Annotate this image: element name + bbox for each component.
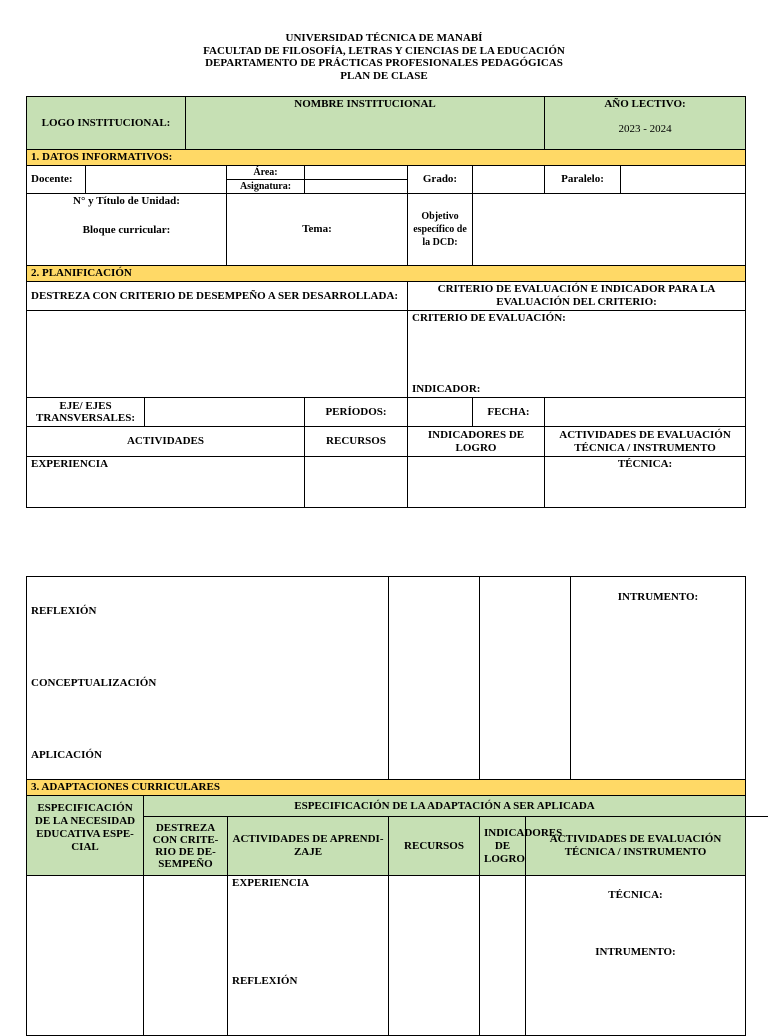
institution-name-cell[interactable]: NOMBRE INSTITUCIONAL (186, 97, 545, 150)
plan-title: PLAN DE CLASE (340, 69, 428, 82)
actividades-header: ACTIVIDADES (27, 427, 305, 457)
paralelo-label: Paralelo: (545, 166, 621, 194)
destreza-label: DESTREZA CON CRITERIO DE DESEMPEÑO A SER DESARROLLADA: (27, 282, 408, 311)
faculty-name: FACULTAD DE FILOSOFÍA, LETRAS Y CIENCIAS DE LA EDUCACIÓN (203, 44, 565, 57)
paralelo-field[interactable] (621, 166, 746, 194)
necesidad-especial-header: ESPECIFICACIÓN DE LA NECESIDAD EDUCATIVA ESPE-CIAL (27, 796, 144, 876)
unidad-bloque-cell[interactable] (27, 194, 227, 266)
indicadores-adaptacion-header: INDICADORES DE LOGRO (480, 817, 526, 876)
asignatura-field[interactable] (305, 180, 408, 194)
fecha-field[interactable] (545, 398, 746, 427)
department-name: DEPARTAMENTO DE PRÁCTICAS PROFESIONALES PEDAGÓGICAS (205, 57, 563, 70)
objetivo-label: Objetivo específico de la DCD: (408, 194, 473, 266)
tema-cell[interactable]: Tema: (227, 194, 408, 266)
adaptacion-header: ESPECIFICACIÓN DE LA ADAPTACIÓN A SER APLICADA (144, 796, 746, 817)
recursos-field-2[interactable] (389, 577, 480, 780)
recursos-adaptacion-field[interactable] (389, 876, 480, 1036)
school-year-cell: AÑO LECTIVO: 2023 - 2024 (545, 97, 746, 150)
experiencia-label-2: EXPERIENCIA (232, 877, 310, 889)
area-label: Área: (227, 166, 305, 180)
area-field[interactable] (305, 166, 408, 180)
document-header (0, 32, 768, 82)
reflexion-label-2: REFLEXIÓN (232, 975, 298, 987)
asignatura-label: Asignatura: (227, 180, 305, 194)
indicadores-logro-header: INDICADORES DE LOGRO (408, 427, 545, 457)
docente-label: Docente: (27, 166, 86, 194)
recursos-header: RECURSOS (305, 427, 408, 457)
criterio-indicador-cell[interactable] (408, 311, 746, 398)
evaluacion-adaptacion-field[interactable] (526, 876, 746, 1036)
destreza-adaptacion-header: DESTREZA CON CRITE-RIO DE DE-SEMPEÑO (144, 817, 228, 876)
grado-field[interactable] (473, 166, 545, 194)
actividades-evaluacion-header: ACTIVIDADES DE EVALUACIÓN TÉCNICA / INSTRUMENTO (545, 427, 746, 457)
periodos-field[interactable] (408, 398, 473, 427)
criterio-header: CRITERIO DE EVALUACIÓN E INDICADOR PARA LA EVALUACIÓN DEL CRITERIO: (408, 282, 746, 311)
school-year-value: 2023 - 2024 (618, 123, 672, 135)
university-name: UNIVERSIDAD TÉCNICA DE MANABÍ (285, 32, 483, 44)
conceptualizacion-label: CONCEPTUALIZACIÓN (31, 677, 157, 689)
reflexion-label: REFLEXIÓN (31, 605, 97, 617)
section-2-title: 2. PLANIFICACIÓN (27, 266, 746, 282)
tecnica-cell[interactable]: TÉCNICA: (545, 457, 746, 508)
bloque-label: Bloque curricular: (82, 224, 171, 236)
recursos-adaptacion-header: RECURSOS (389, 817, 480, 876)
criterio-label: CRITERIO DE EVALUACIÓN: (412, 312, 566, 324)
destreza-adaptacion-field[interactable] (144, 876, 228, 1036)
grado-label: Grado: (408, 166, 473, 194)
lesson-plan-table (26, 96, 746, 508)
section-1-title: 1. DATOS INFORMATIVOS: (27, 150, 746, 166)
ejes-field[interactable] (145, 398, 305, 427)
necesidad-field[interactable] (27, 876, 144, 1036)
actividades-aprendizaje-header: ACTIVIDADES DE APRENDI-ZAJE (228, 817, 389, 876)
section-3-title: 3. ADAPTACIONES CURRICULARES (27, 780, 746, 796)
margin-line (745, 816, 768, 817)
objetivo-field[interactable] (473, 194, 746, 266)
intrumento-label-2: INTRUMENTO: (595, 946, 676, 958)
intrumento-cell[interactable]: INTRUMENTO: (571, 577, 746, 780)
aplicacion-label: APLICACIÓN (31, 749, 102, 761)
docente-field[interactable] (86, 166, 227, 194)
indicadores-field[interactable] (408, 457, 545, 508)
evaluacion-adaptacion-header: ACTIVIDADES DE EVALUACIÓN TÉCNICA / INSTRUMENTO (526, 817, 746, 876)
ejes-label: EJE/ EJES TRANSVERSALES: (27, 398, 145, 427)
indicadores-adaptacion-field[interactable] (480, 876, 526, 1036)
periodos-label: PERÍODOS: (305, 398, 408, 427)
learning-phases-cell[interactable] (27, 577, 389, 780)
experiencia-cell[interactable]: EXPERIENCIA (27, 457, 305, 508)
indicador-label: INDICADOR: (412, 383, 481, 395)
logo-label-cell: LOGO INSTITUCIONAL: (27, 97, 186, 150)
recursos-field[interactable] (305, 457, 408, 508)
unidad-label: N° y Título de Unidad: (73, 195, 180, 207)
actividades-aprendizaje-field[interactable] (228, 876, 389, 1036)
fecha-label: FECHA: (473, 398, 545, 427)
tecnica-label-2: TÉCNICA: (608, 889, 663, 901)
destreza-field[interactable] (27, 311, 408, 398)
lesson-plan-table-continued (26, 576, 746, 1036)
indicadores-field-2[interactable] (480, 577, 571, 780)
